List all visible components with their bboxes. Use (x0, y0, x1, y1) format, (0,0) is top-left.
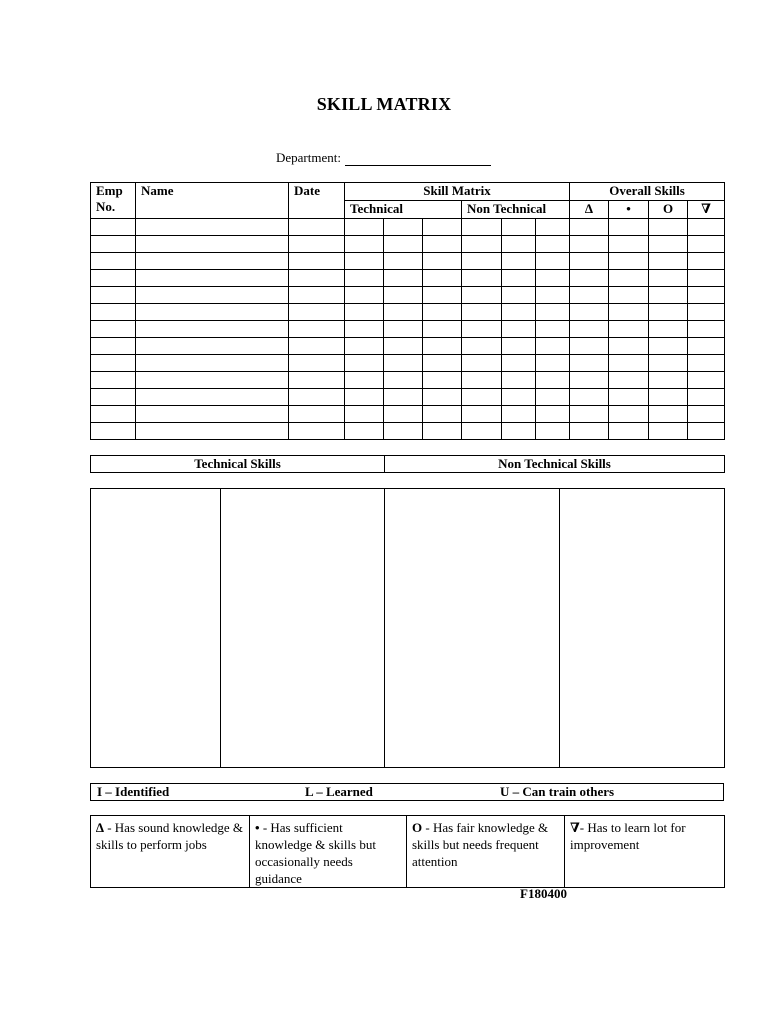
matrix-cell[interactable] (462, 304, 502, 321)
key-sufficient (250, 816, 407, 888)
matrix-cell[interactable] (289, 321, 345, 338)
matrix-cell[interactable] (609, 338, 649, 355)
matrix-cell[interactable] (91, 253, 136, 270)
matrix-cell[interactable] (289, 423, 345, 440)
matrix-cell[interactable] (345, 236, 384, 253)
bullet-icon: • (255, 820, 260, 835)
matrix-cell[interactable] (688, 372, 725, 389)
symbol-key-table (90, 815, 725, 888)
matrix-cell[interactable] (384, 287, 423, 304)
matrix-cell[interactable] (136, 389, 289, 406)
matrix-cell[interactable] (570, 389, 609, 406)
key-learn (565, 816, 725, 888)
matrix-cell[interactable] (136, 406, 289, 423)
matrix-cell[interactable] (423, 423, 462, 440)
non-technical-skills-heading: Non Technical Skills (385, 456, 725, 473)
department-label: Department: (276, 150, 341, 165)
matrix-cell[interactable] (502, 253, 536, 270)
matrix-cell[interactable] (502, 321, 536, 338)
matrix-cell[interactable] (289, 304, 345, 321)
matrix-cell[interactable] (688, 253, 725, 270)
table-row (91, 423, 725, 440)
matrix-cell[interactable] (609, 287, 649, 304)
header-technical: Technical (345, 201, 462, 219)
matrix-cell[interactable] (384, 423, 423, 440)
matrix-cell[interactable] (570, 270, 609, 287)
header-skill-matrix: Skill Matrix (345, 183, 570, 201)
matrix-cell[interactable] (91, 236, 136, 253)
matrix-cell[interactable] (384, 338, 423, 355)
triangle-icon: ∆ (96, 820, 104, 835)
key-sound-text: - Has sound knowledge & skills to perform jobs (96, 820, 243, 852)
matrix-cell[interactable] (570, 287, 609, 304)
matrix-cell[interactable] (536, 321, 570, 338)
inverted-triangle-icon: ∇ (570, 820, 580, 835)
table-row (91, 321, 725, 338)
technical-skills-cell-1[interactable] (91, 489, 221, 768)
matrix-cell[interactable] (423, 270, 462, 287)
matrix-cell[interactable] (423, 338, 462, 355)
department-blank-line[interactable] (345, 152, 491, 166)
technical-skills-heading: Technical Skills (91, 456, 385, 473)
matrix-cell[interactable] (289, 389, 345, 406)
matrix-cell[interactable] (570, 304, 609, 321)
matrix-cell[interactable] (649, 389, 688, 406)
matrix-cell[interactable] (289, 355, 345, 372)
level-can-train: U – Can train others (500, 784, 615, 799)
matrix-cell[interactable] (423, 219, 462, 236)
header-emp-no: Emp No. (91, 183, 136, 219)
matrix-cell[interactable] (688, 321, 725, 338)
matrix-cell[interactable] (688, 338, 725, 355)
matrix-cell[interactable] (536, 304, 570, 321)
matrix-cell[interactable] (423, 304, 462, 321)
matrix-cell[interactable] (536, 219, 570, 236)
matrix-cell[interactable] (462, 270, 502, 287)
matrix-cell[interactable] (289, 219, 345, 236)
header-symbol-sufficient: • (609, 201, 649, 219)
page-title: SKILL MATRIX (316, 94, 452, 114)
matrix-cell[interactable] (345, 253, 384, 270)
matrix-cell[interactable] (462, 219, 502, 236)
matrix-cell[interactable] (536, 389, 570, 406)
matrix-cell[interactable] (570, 423, 609, 440)
header-date: Date (289, 183, 345, 219)
matrix-cell[interactable] (384, 304, 423, 321)
matrix-cell[interactable] (91, 355, 136, 372)
matrix-cell[interactable] (384, 253, 423, 270)
table-row (91, 406, 725, 423)
skills-header-table (90, 455, 725, 473)
matrix-cell[interactable] (609, 270, 649, 287)
matrix-cell[interactable] (688, 270, 725, 287)
matrix-cell[interactable] (345, 406, 384, 423)
matrix-cell[interactable] (345, 270, 384, 287)
matrix-cell[interactable] (570, 253, 609, 270)
matrix-cell[interactable] (91, 304, 136, 321)
matrix-cell[interactable] (462, 253, 502, 270)
matrix-cell[interactable] (536, 236, 570, 253)
matrix-cell[interactable] (345, 321, 384, 338)
matrix-cell[interactable] (536, 253, 570, 270)
table-row (91, 253, 725, 270)
matrix-cell[interactable] (289, 287, 345, 304)
matrix-cell[interactable] (570, 236, 609, 253)
matrix-cell[interactable] (502, 389, 536, 406)
table-row (91, 270, 725, 287)
table-row (91, 287, 725, 304)
matrix-cell[interactable] (536, 355, 570, 372)
matrix-cell[interactable] (649, 253, 688, 270)
matrix-cell[interactable] (502, 219, 536, 236)
matrix-cell[interactable] (462, 321, 502, 338)
matrix-cell[interactable] (136, 287, 289, 304)
matrix-cell[interactable] (502, 304, 536, 321)
key-sound (91, 816, 250, 888)
matrix-cell[interactable] (91, 389, 136, 406)
circle-icon: O (412, 820, 423, 835)
matrix-cell[interactable] (384, 270, 423, 287)
matrix-cell[interactable] (688, 423, 725, 440)
matrix-cell[interactable] (502, 236, 536, 253)
matrix-cell[interactable] (136, 270, 289, 287)
matrix-cell[interactable] (570, 338, 609, 355)
matrix-cell[interactable] (136, 219, 289, 236)
matrix-cell[interactable] (609, 389, 649, 406)
matrix-cell[interactable] (502, 270, 536, 287)
department-field (276, 150, 491, 166)
matrix-cell[interactable] (649, 321, 688, 338)
table-row (91, 355, 725, 372)
matrix-cell[interactable] (462, 338, 502, 355)
matrix-cell[interactable] (649, 236, 688, 253)
matrix-cell[interactable] (688, 219, 725, 236)
matrix-cell[interactable] (136, 423, 289, 440)
matrix-cell[interactable] (423, 355, 462, 372)
table-row (91, 219, 725, 236)
matrix-cell[interactable] (502, 355, 536, 372)
matrix-cell[interactable] (345, 423, 384, 440)
level-learned: L – Learned (305, 784, 373, 799)
matrix-cell[interactable] (688, 236, 725, 253)
key-learn-text: - Has to learn lot for improvement (570, 820, 686, 852)
key-sufficient-text: - Has sufficient knowledge & skills but occasionally needs guidance (255, 820, 376, 886)
matrix-cell[interactable] (649, 287, 688, 304)
skill-level-legend (90, 783, 724, 801)
matrix-cell[interactable] (345, 372, 384, 389)
matrix-cell[interactable] (649, 219, 688, 236)
matrix-cell[interactable] (462, 406, 502, 423)
matrix-cell[interactable] (502, 338, 536, 355)
matrix-cell[interactable] (91, 372, 136, 389)
header-non-technical: Non Technical (462, 201, 570, 219)
matrix-cell[interactable] (570, 355, 609, 372)
matrix-cell[interactable] (91, 338, 136, 355)
matrix-cell[interactable] (502, 287, 536, 304)
skill-matrix-table (90, 182, 725, 440)
matrix-cell[interactable] (289, 372, 345, 389)
header-name: Name (136, 183, 289, 219)
matrix-cell[interactable] (649, 355, 688, 372)
matrix-cell[interactable] (570, 372, 609, 389)
matrix-cell[interactable] (345, 219, 384, 236)
matrix-cell[interactable] (423, 287, 462, 304)
matrix-cell[interactable] (462, 372, 502, 389)
matrix-cell[interactable] (91, 406, 136, 423)
header-symbol-fair: O (649, 201, 688, 219)
table-row (91, 304, 725, 321)
table-row (91, 372, 725, 389)
matrix-body (91, 219, 725, 440)
matrix-cell[interactable] (570, 406, 609, 423)
matrix-cell[interactable] (423, 236, 462, 253)
matrix-cell[interactable] (91, 321, 136, 338)
matrix-cell[interactable] (345, 355, 384, 372)
matrix-cell[interactable] (289, 406, 345, 423)
matrix-cell[interactable] (536, 372, 570, 389)
form-number: F180400 (520, 886, 567, 901)
matrix-cell[interactable] (609, 304, 649, 321)
matrix-cell[interactable] (462, 287, 502, 304)
matrix-cell[interactable] (136, 372, 289, 389)
matrix-cell[interactable] (609, 253, 649, 270)
matrix-cell[interactable] (502, 372, 536, 389)
matrix-cell[interactable] (536, 287, 570, 304)
header-symbol-learn: ∇ (688, 201, 725, 219)
matrix-cell[interactable] (136, 253, 289, 270)
matrix-cell[interactable] (384, 219, 423, 236)
matrix-cell[interactable] (423, 372, 462, 389)
matrix-cell[interactable] (345, 304, 384, 321)
matrix-cell[interactable] (345, 389, 384, 406)
key-fair (407, 816, 565, 888)
matrix-cell[interactable] (462, 355, 502, 372)
matrix-cell[interactable] (688, 406, 725, 423)
header-symbol-sound: ∆ (570, 201, 609, 219)
matrix-cell[interactable] (91, 423, 136, 440)
technical-skills-cell-2[interactable] (221, 489, 385, 768)
matrix-cell[interactable] (289, 270, 345, 287)
matrix-cell[interactable] (649, 372, 688, 389)
table-row (91, 236, 725, 253)
matrix-cell[interactable] (384, 321, 423, 338)
matrix-cell[interactable] (384, 372, 423, 389)
matrix-cell[interactable] (649, 406, 688, 423)
matrix-cell[interactable] (345, 338, 384, 355)
matrix-cell[interactable] (609, 423, 649, 440)
matrix-cell[interactable] (289, 236, 345, 253)
matrix-cell[interactable] (462, 236, 502, 253)
matrix-cell[interactable] (536, 338, 570, 355)
matrix-cell[interactable] (136, 321, 289, 338)
matrix-cell[interactable] (91, 219, 136, 236)
matrix-cell[interactable] (462, 423, 502, 440)
matrix-cell[interactable] (423, 321, 462, 338)
matrix-cell[interactable] (688, 355, 725, 372)
matrix-cell[interactable] (289, 253, 345, 270)
matrix-cell[interactable] (345, 287, 384, 304)
matrix-cell[interactable] (688, 389, 725, 406)
skills-entry-table (90, 488, 725, 768)
matrix-cell[interactable] (136, 355, 289, 372)
header-overall-skills: Overall Skills (570, 183, 725, 201)
matrix-cell[interactable] (609, 355, 649, 372)
matrix-cell[interactable] (136, 236, 289, 253)
matrix-cell[interactable] (91, 270, 136, 287)
matrix-cell[interactable] (688, 304, 725, 321)
matrix-cell[interactable] (570, 219, 609, 236)
matrix-cell[interactable] (649, 423, 688, 440)
matrix-cell[interactable] (91, 287, 136, 304)
matrix-cell[interactable] (570, 321, 609, 338)
table-row (91, 338, 725, 355)
matrix-cell[interactable] (609, 406, 649, 423)
matrix-cell[interactable] (384, 236, 423, 253)
matrix-cell[interactable] (423, 389, 462, 406)
non-technical-skills-cell-1[interactable] (385, 489, 560, 768)
key-fair-text: - Has fair knowledge & skills but needs frequent attention (412, 820, 549, 869)
matrix-cell[interactable] (462, 389, 502, 406)
matrix-cell[interactable] (536, 270, 570, 287)
matrix-cell[interactable] (649, 270, 688, 287)
matrix-cell[interactable] (536, 423, 570, 440)
matrix-cell[interactable] (688, 287, 725, 304)
matrix-cell[interactable] (423, 406, 462, 423)
table-row (91, 389, 725, 406)
matrix-cell[interactable] (384, 355, 423, 372)
matrix-cell[interactable] (136, 338, 289, 355)
matrix-cell[interactable] (423, 253, 462, 270)
matrix-cell[interactable] (289, 338, 345, 355)
matrix-cell[interactable] (609, 236, 649, 253)
matrix-cell[interactable] (502, 406, 536, 423)
matrix-cell[interactable] (384, 406, 423, 423)
matrix-cell[interactable] (502, 423, 536, 440)
matrix-cell[interactable] (609, 372, 649, 389)
matrix-cell[interactable] (649, 338, 688, 355)
non-technical-skills-cell-2[interactable] (560, 489, 725, 768)
matrix-cell[interactable] (384, 389, 423, 406)
matrix-cell[interactable] (609, 219, 649, 236)
matrix-cell[interactable] (136, 304, 289, 321)
matrix-cell[interactable] (536, 406, 570, 423)
matrix-cell[interactable] (609, 321, 649, 338)
matrix-cell[interactable] (649, 304, 688, 321)
level-identified: I – Identified (97, 784, 170, 799)
